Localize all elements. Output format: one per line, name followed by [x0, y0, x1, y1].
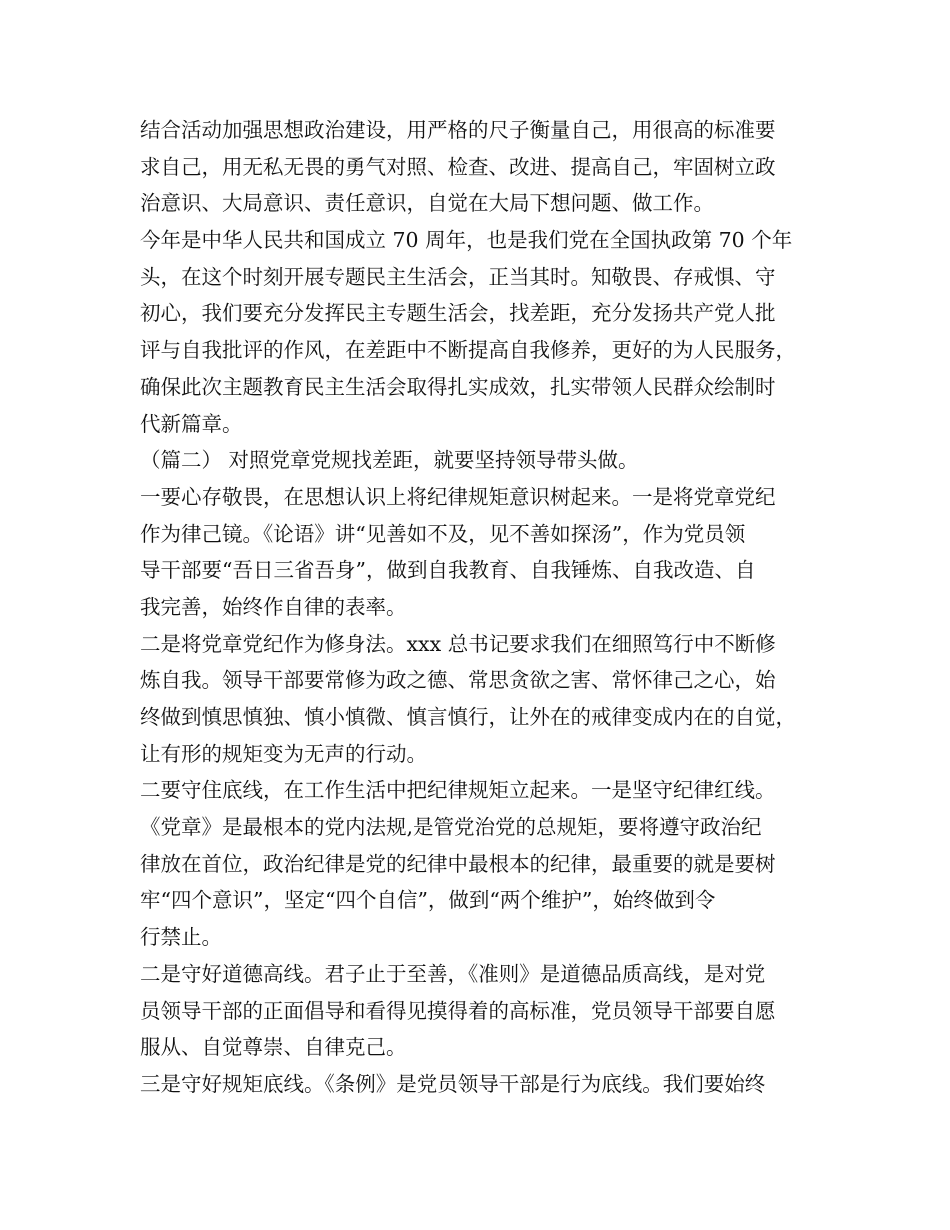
text-line: 牢“四个意识”，坚定“四个自信”，做到“两个维护”，始终做到令 — [140, 888, 716, 913]
text-line: 让有形的规矩变为无声的行动。 — [140, 741, 427, 766]
text-line: 一要心存敬畏，在思想认识上将纪律规矩意识树起来。一是将党章党纪 — [140, 484, 776, 509]
section-heading: （篇二） 对照党章党规找差距，就要坚持领导带头做。 — [140, 448, 639, 473]
text-line: 结合活动加强思想政治建设，用严格的尺子衡量自己，用很高的标准要 — [140, 118, 776, 142]
text-line: 二是守好道德高线。君子止于至善，《准则》是道德品质高线，是对党 — [140, 961, 766, 986]
text-line: 三是守好规矩底线。《条例》是党员领导干部是行为底线。我们要始终 — [140, 1071, 766, 1096]
text-line: 初心，我们要充分发挥民主专题生活会，找差距，充分发扬共产党人批 — [140, 301, 776, 326]
document-body — [140, 112, 830, 1103]
text-line: 炼自我。领导干部要常修为政之德、常思贪欲之害、常怀律己之心，始 — [140, 668, 776, 693]
text-line: 二要守住底线，在工作生活中把纪律规矩立起来。一是坚守纪律红线。 — [140, 778, 776, 803]
text-line: 服从、自觉尊崇、自律克己。 — [140, 1035, 407, 1060]
text-line: 作为律己镜。《论语》讲“见善如不及，见不善如探汤”，作为党员领 — [140, 521, 746, 546]
text-line: 我完善，始终作自律的表率。 — [140, 594, 407, 619]
text-line: 《党章》是最根本的党内法规,是管党治党的总规矩，要将遵守政治纪 — [140, 815, 762, 840]
text-line: 头，在这个时刻开展专题民主生活会，正当其时。知敬畏、存戒惧、守 — [140, 264, 776, 289]
text-line: 二是将党章党纪作为修身法。xxx 总书记要求我们在细照笃行中不断修 — [140, 631, 776, 656]
text-line: 导干部要“吾日三省吾身”，做到自我教育、自我锤炼、自我改造、自 — [140, 558, 756, 583]
text-line: 员领导干部的正面倡导和看得见摸得着的高标准，党员领导干部要自愿 — [140, 998, 776, 1023]
text-line: 行禁止。 — [140, 925, 222, 950]
text-line: 代新篇章。 — [140, 411, 243, 436]
text-line: 求自己，用无私无畏的勇气对照、检查、改进、提高自己，牢固树立政 — [140, 154, 776, 179]
text-line: 治意识、大局意识、责任意识，自觉在大局下想问题、做工作。 — [140, 191, 714, 216]
text-line: 终做到慎思慎独、慎小慎微、慎言慎行，让外在的戒律变成内在的自觉， — [140, 705, 796, 729]
text-line: 律放在首位，政治纪律是党的纪律中最根本的纪律，最重要的就是要树 — [140, 851, 776, 876]
text-line: 今年是中华人民共和国成立 70 周年，也是我们党在全国执政第 70 个年 — [140, 228, 793, 253]
text-line: 评与自我批评的作风，在差距中不断提高自我修养，更好的为人民服务， — [140, 338, 796, 363]
text-line: 确保此次主题教育民主生活会取得扎实成效，扎实带领人民群众绘制时 — [140, 374, 776, 399]
